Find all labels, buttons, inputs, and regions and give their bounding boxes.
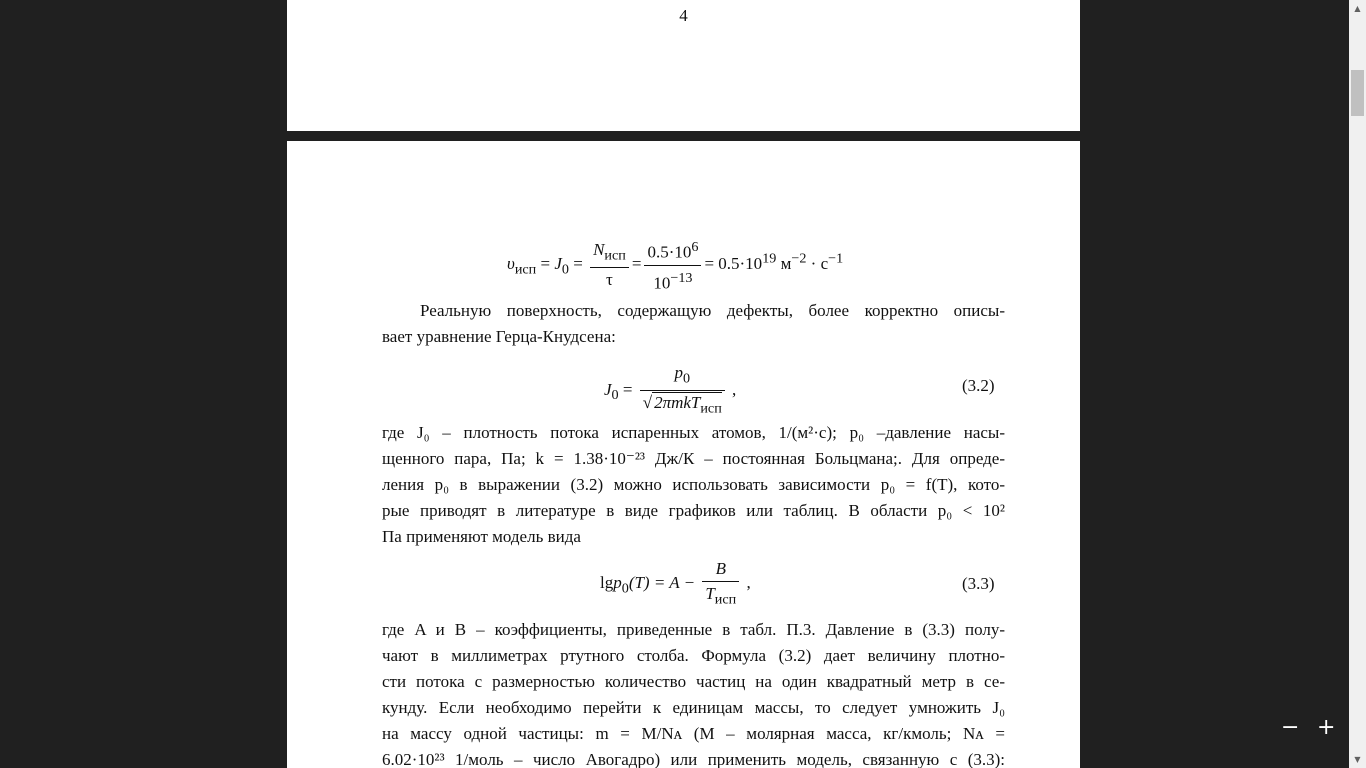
paragraph-hertz-knudsen-intro — [382, 298, 1005, 350]
formula-3-3: lgp$_0$(T) = A − $\frac{B}{T_{исп}}$ , — [600, 559, 751, 608]
scroll-up-arrow-icon[interactable]: ▲ — [1354, 4, 1361, 13]
scroll-down-arrow-icon[interactable]: ▼ — [1354, 755, 1361, 764]
text-line: сти потока с размерностью количество частиц на один квадратный метр в се- — [382, 672, 1005, 691]
text-line: на массу одной частицы: m = M/Nᴀ (M – молярная масса, кг/кмоль; Nᴀ = — [382, 724, 1005, 743]
scrollbar-thumb[interactable] — [1351, 70, 1364, 116]
paragraph-coefficients — [382, 617, 1005, 768]
vertical-scrollbar[interactable] — [1349, 0, 1366, 768]
zoom-out-button[interactable]: − — [1281, 715, 1300, 740]
equation-number-3-2: (3.2) — [962, 376, 995, 395]
equation-number-3-3: (3.3) — [962, 574, 995, 593]
text-line: где A и B – коэффициенты, приведенные в табл. П.3. Давление в (3.3) полу- — [382, 620, 1005, 639]
zoom-in-button[interactable]: + — [1317, 715, 1336, 740]
text-line: вает уравнение Герца-Кнудсена: — [382, 327, 616, 346]
text-line: рые приводят в литературе в виде графиков или таблиц. В области p₀ < 10² — [382, 501, 1005, 520]
text-line: кунду. Если необходимо перейти к единицам массы, то следует умножить J₀ — [382, 698, 1005, 717]
formula-3-2: $J_0$ = $\frac{p_0}{√ 2\pi mkT_{исп}}$ , — [604, 363, 737, 417]
text-line: 6.02·10²³ 1/моль – число Авогадро) или применить модель, связанную с (3.3): — [382, 750, 1005, 768]
pdf-page-5 — [287, 141, 1080, 768]
text-line: чают в миллиметрах ртутного столба. Формула (3.2) дает величину плотно- — [382, 646, 1005, 665]
text-line: Па применяют модель вида — [382, 527, 581, 546]
formula-evaporation-rate: $\upsilon_{исп} = J_0$ = $\frac{N_{исп}}{\tau}$ = $\frac{0.5\cdot 10^6}{10^{-13}}$ = $0.5\cdot 10^{19}$ $м^{-2} \cdot с^{-1}$ — [507, 239, 844, 293]
text-line: где J₀ – плотность потока испаренных атомов, 1/(м²·с); p₀ –давление насы- — [382, 423, 1005, 442]
text-line: Реальную поверхность, содержащую дефекты, более корректно описы- — [420, 301, 1005, 320]
text-line: щенного пара, Па; k = 1.38·10⁻²³ Дж/К – постоянная Больцмана;. Для опреде- — [382, 449, 1005, 468]
page-number: 4 — [679, 6, 688, 25]
paragraph-definitions — [382, 420, 1005, 550]
pdf-page-4 — [287, 0, 1080, 131]
text-line: ления p₀ в выражении (3.2) можно использовать зависимости p₀ = f(T), кото- — [382, 475, 1005, 494]
